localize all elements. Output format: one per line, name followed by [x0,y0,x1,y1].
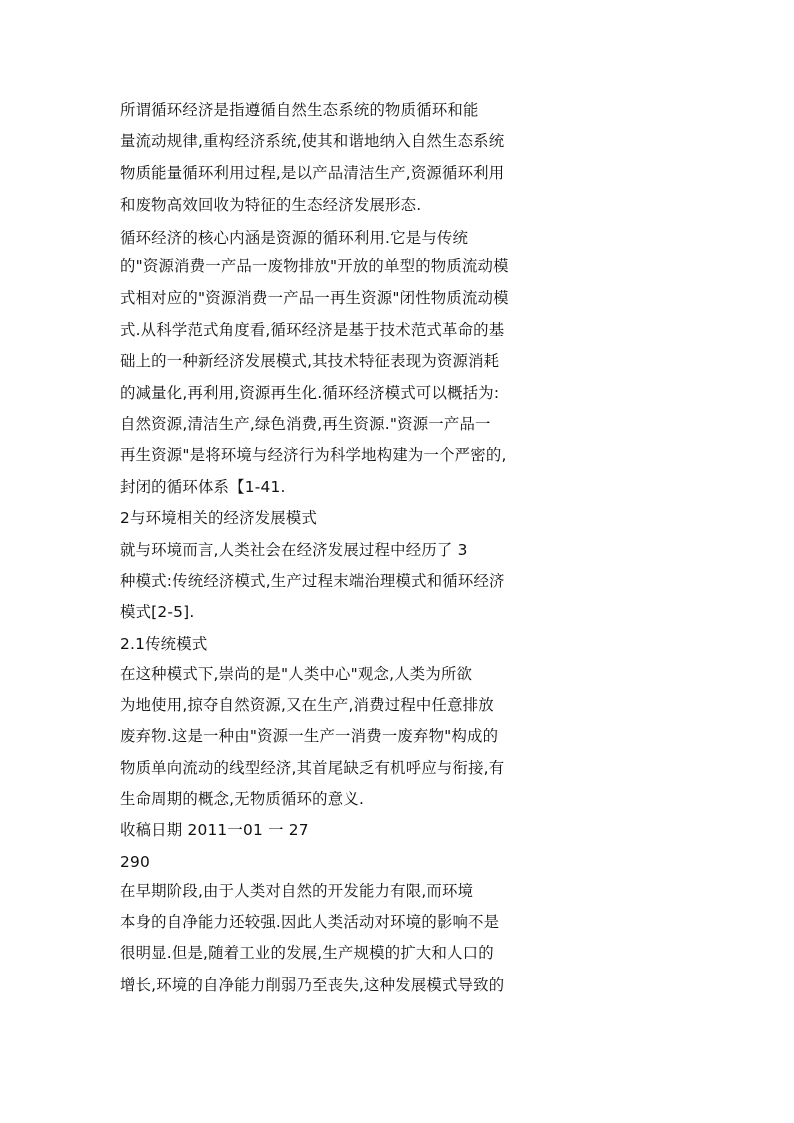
text-line: 的减量化,再利用,资源再生化.循环经济模式可以概括为: [120,384,500,402]
page-number: 290 [120,853,150,871]
text-line: 和废物高效回收为特征的生态经济发展形态. [120,196,422,214]
text-line: 模式[2-5]. [120,603,195,621]
section-heading: 2与环境相关的经济发展模式 [120,509,318,527]
text-line: 增长,环境的自净能力削弱乃至丧失,这种发展模式导致的 [120,976,505,994]
text-line: 础上的一种新经济发展模式,其技术特征表现为资源消耗 [120,352,500,370]
text-line: 循环经济的核心内涵是资源的循环利用.它是与传统 [120,229,469,247]
text-line: 的"资源消费一产品一废物排放"开放的单型的物质流动模 [120,257,509,275]
text-line: 式.从科学范式角度看,循环经济是基于技术范式革命的基 [120,321,505,339]
text-line: 物质能量循环利用过程,是以产品清洁生产,资源循环利用 [120,164,505,182]
text-line: 式相对应的"资源消费一产品一再生资源"闭性物质流动模 [120,289,509,307]
text-line: 在早期阶段,由于人类对自然的开发能力有限,而环境 [120,882,474,900]
text-line: 量流动规律,重构经济系统,使其和谐地纳入自然生态系统 [120,132,505,150]
text-line: 废弃物.这是一种由"资源一生产一消费一废弃物"构成的 [120,727,499,745]
text-line: 再生资源"是将环境与经济行为科学地构建为一个严密的, [120,446,507,464]
text-line: 物质单向流动的线型经济,其首尾缺乏有机呼应与衔接,有 [120,759,505,777]
text-line: 种模式:传统经济模式,生产过程末端治理模式和循环经济 [120,572,505,590]
text-line: 本身的自净能力还较强.因此人类活动对环境的影响不是 [120,913,500,931]
text-line: 自然资源,清洁生产,绿色消费,再生资源."资源一产品一 [120,415,491,433]
text-line: 所谓循环经济是指遵循自然生态系统的物质循环和能 [120,101,479,119]
text-line: 生命周期的概念,无物质循环的意义. [120,790,365,808]
text-line: 封闭的循环体系【1-41. [120,478,286,496]
text-line: 就与环境而言,人类社会在经济发展过程中经历了 3 [120,541,468,559]
subsection-heading: 2.1传统模式 [120,635,208,653]
text-line: 在这种模式下,崇尚的是"人类中心"观念,人类为所欲 [120,665,473,683]
text-line: 为地使用,掠夺自然资源,又在生产,消费过程中任意排放 [120,696,494,714]
text-line: 很明显.但是,随着工业的发展,生产规模的扩大和人口的 [120,944,494,962]
received-date: 收稿日期 2011一01 一 27 [120,821,309,839]
